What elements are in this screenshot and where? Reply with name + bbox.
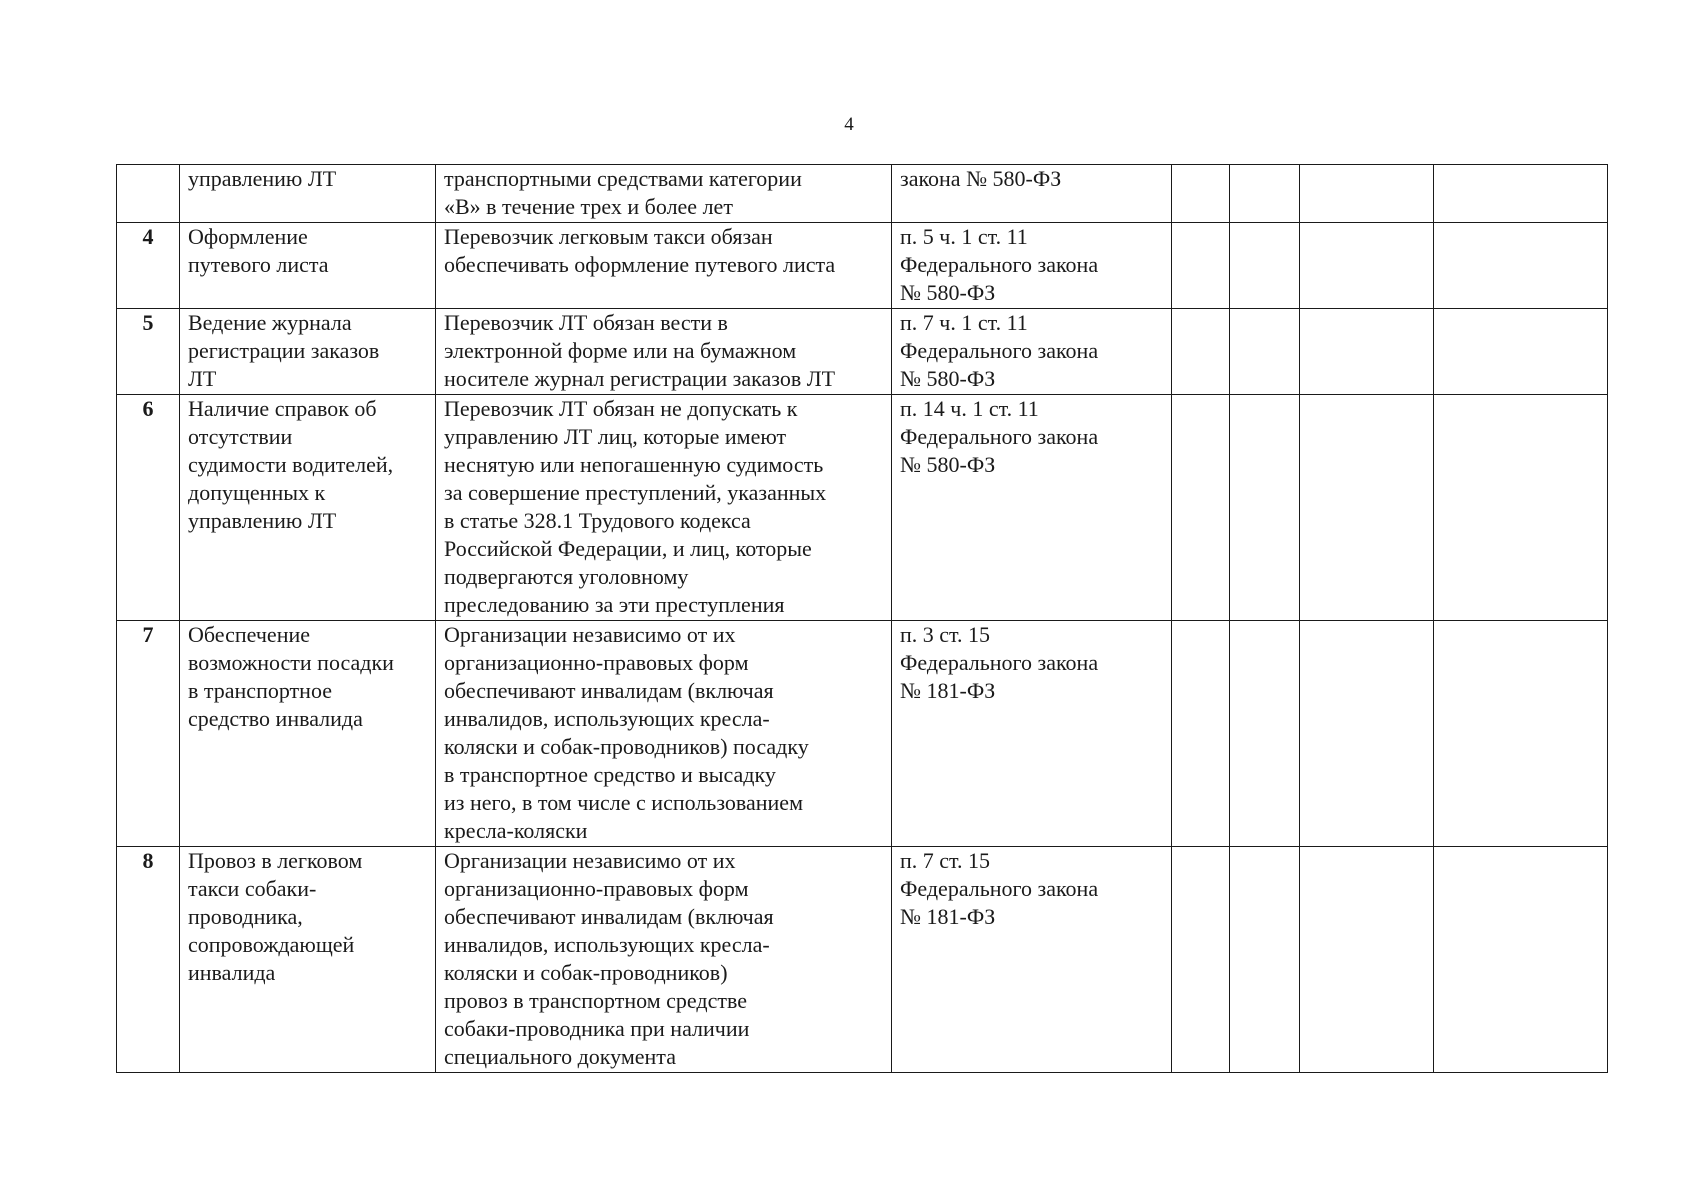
table-row: [117, 223, 1608, 309]
table-row: [117, 621, 1608, 847]
subject-cell: [180, 621, 436, 847]
law-reference-text: закона № 580-ФЗ: [900, 166, 1062, 191]
empty-cell: [1230, 847, 1300, 1073]
row-number: 8: [117, 847, 180, 1073]
empty-cell: [1300, 621, 1434, 847]
requirement-cell: [436, 223, 892, 309]
empty-cell: [1434, 395, 1608, 621]
checklist-table: [116, 164, 1608, 1073]
empty-cell: [1300, 847, 1434, 1073]
requirement-text: Перевозчик ЛТ обязан вести в электронной форме или на бумажном носителе журнал регистрации заказов ЛТ: [444, 310, 836, 391]
empty-cell: [1230, 621, 1300, 847]
empty-cell: [1172, 309, 1230, 395]
law-reference-cell: [892, 847, 1172, 1073]
row-number: 5: [117, 309, 180, 395]
requirement-cell: [436, 309, 892, 395]
empty-cell: [1172, 223, 1230, 309]
empty-cell: [1434, 621, 1608, 847]
law-reference-text: п. 7 ч. 1 ст. 11 Федерального закона № 580-ФЗ: [900, 310, 1099, 391]
subject-text: Обеспечение возможности посадки в транспортное средство инвалида: [188, 622, 394, 731]
empty-cell: [1230, 165, 1300, 223]
requirement-text: Перевозчик ЛТ обязан не допускать к управлению ЛТ лиц, которые имеют неснятую или непогашенную судимость за совершение преступлений, указанных в статье 328.1 Трудового кодекса Российской Федерации, и лиц, которые подвергаются уголовному преследованию за эти преступления: [444, 396, 827, 617]
subject-cell: [180, 847, 436, 1073]
empty-cell: [1230, 395, 1300, 621]
subject-text: управлению ЛТ: [188, 166, 337, 191]
subject-text: Ведение журнала регистрации заказов ЛТ: [188, 310, 380, 391]
requirement-text: Организации независимо от их организационно-правовых форм обеспечивают инвалидам (включая инвалидов, использующих кресла- коляски и собак-проводников) провоз в транспортном средстве собаки-проводника при наличии специального документа: [444, 848, 774, 1069]
empty-cell: [1172, 165, 1230, 223]
empty-cell: [1172, 847, 1230, 1073]
empty-cell: [1434, 309, 1608, 395]
row-number: [117, 165, 180, 223]
law-reference-text: п. 3 ст. 15 Федерального закона № 181-ФЗ: [900, 622, 1099, 703]
requirement-cell: [436, 165, 892, 223]
empty-cell: [1300, 395, 1434, 621]
row-number: 6: [117, 395, 180, 621]
requirement-text: Организации независимо от их организационно-правовых форм обеспечивают инвалидам (включая инвалидов, использующих кресла- коляски и собак-проводников) посадку в транспортное средство и высадку из него, в том числе с использованием кресла-коляски: [444, 622, 809, 843]
requirement-cell: [436, 621, 892, 847]
subject-cell: [180, 165, 436, 223]
law-reference-cell: [892, 621, 1172, 847]
law-reference-text: п. 5 ч. 1 ст. 11 Федерального закона № 580-ФЗ: [900, 224, 1099, 305]
requirement-cell: [436, 847, 892, 1073]
empty-cell: [1300, 223, 1434, 309]
table-row: [117, 165, 1608, 223]
subject-text: Наличие справок об отсутствии судимости водителей, допущенных к управлению ЛТ: [188, 396, 394, 533]
table-row: [117, 847, 1608, 1073]
empty-cell: [1300, 309, 1434, 395]
table-row: [117, 309, 1608, 395]
requirement-text: Перевозчик легковым такси обязан обеспечивать оформление путевого листа: [444, 224, 836, 277]
empty-cell: [1434, 165, 1608, 223]
empty-cell: [1230, 309, 1300, 395]
empty-cell: [1434, 223, 1608, 309]
subject-cell: [180, 309, 436, 395]
law-reference-cell: [892, 309, 1172, 395]
law-reference-cell: [892, 223, 1172, 309]
row-number: 4: [117, 223, 180, 309]
table-row: [117, 395, 1608, 621]
requirement-cell: [436, 395, 892, 621]
subject-text: Провоз в легковом такси собаки- проводника, сопровождающей инвалида: [188, 848, 363, 985]
law-reference-text: п. 14 ч. 1 ст. 11 Федерального закона № 580-ФЗ: [900, 396, 1099, 477]
empty-cell: [1300, 165, 1434, 223]
subject-text: Оформление путевого листа: [188, 224, 329, 277]
empty-cell: [1172, 395, 1230, 621]
law-reference-cell: [892, 395, 1172, 621]
empty-cell: [1172, 621, 1230, 847]
requirement-text: транспортными средствами категории «В» в течение трех и более лет: [444, 166, 802, 219]
subject-cell: [180, 395, 436, 621]
law-reference-cell: [892, 165, 1172, 223]
subject-cell: [180, 223, 436, 309]
page-number: 4: [844, 114, 854, 135]
empty-cell: [1230, 223, 1300, 309]
law-reference-text: п. 7 ст. 15 Федерального закона № 181-ФЗ: [900, 848, 1099, 929]
empty-cell: [1434, 847, 1608, 1073]
row-number: 7: [117, 621, 180, 847]
